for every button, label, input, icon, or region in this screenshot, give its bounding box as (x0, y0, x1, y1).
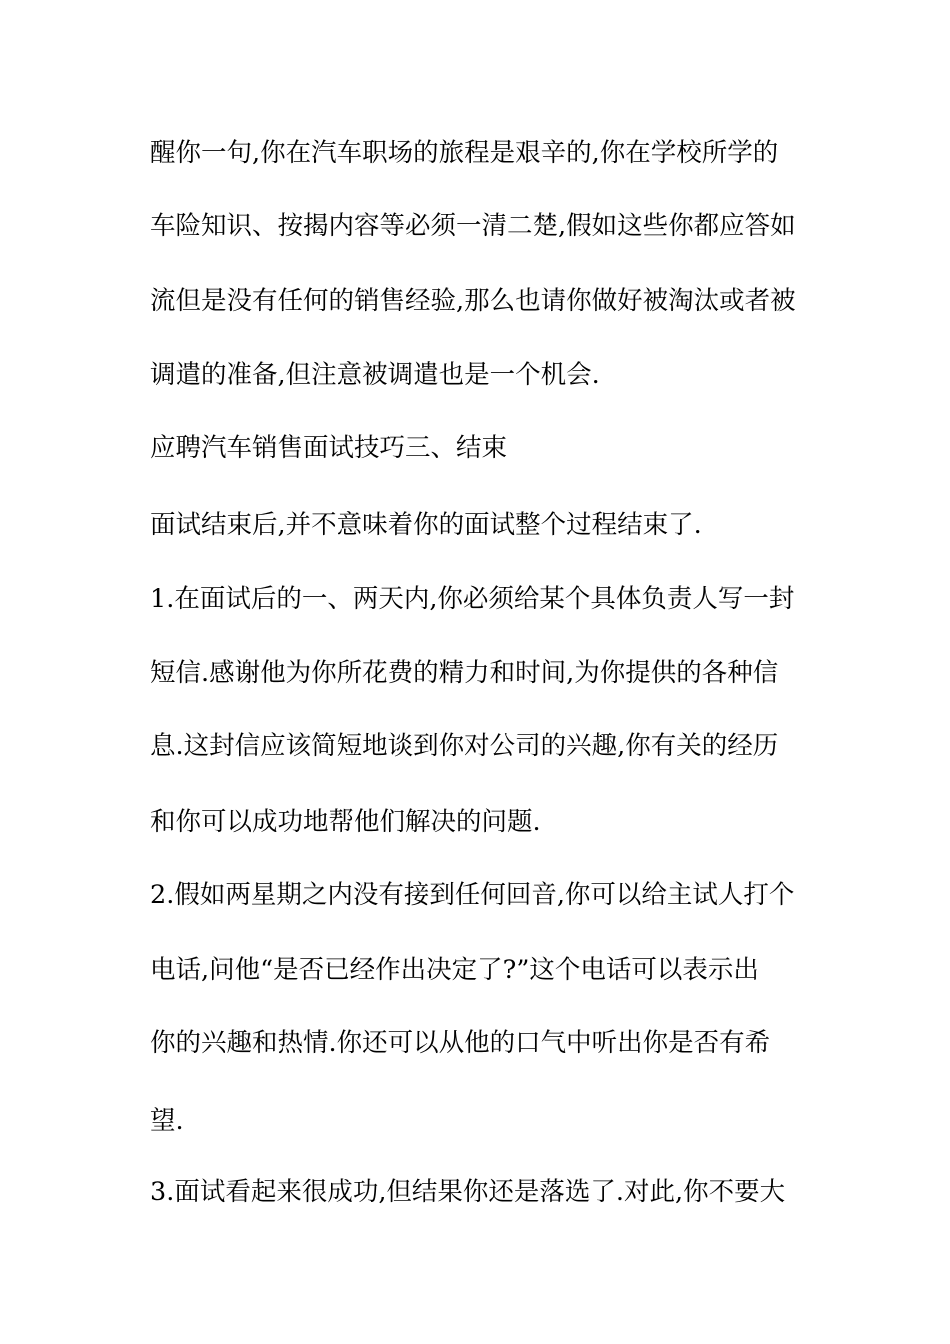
text-line: 车险知识、按揭内容等必须一清二楚,假如这些你都应答如 (150, 211, 796, 241)
list-item: 1.在面试后的一、两天内,你必须给某个具体负责人写一封 (150, 584, 795, 614)
text-line: 你的兴趣和热情.你还可以从他的口气中听出你是否有希 (150, 1028, 771, 1058)
text-line: 流但是没有任何的销售经验,那么也请你做好被淘汰或者被 (150, 286, 796, 316)
text-line: 短信.感谢他为你所花费的精力和时间,为你提供的各种信 (150, 658, 779, 688)
text-line: 醒你一句,你在汽车职场的旅程是艰辛的,你在学校所学的 (150, 138, 779, 168)
list-item: 2.假如两星期之内没有接到任何回音,你可以给主试人打个 (150, 880, 795, 910)
list-item: 3.面试看起来很成功,但结果你还是落选了.对此,你不要大 (150, 1177, 786, 1207)
text-line: 望. (150, 1106, 184, 1136)
text-line: 调遣的准备,但注意被调遣也是一个机会. (150, 360, 600, 390)
text-line: 电话,问他“是否已经作出决定了?”这个电话可以表示出 (150, 955, 759, 985)
text-line: 和你可以成功地帮他们解决的问题. (150, 807, 541, 837)
text-line: 息.这封信应该简短地谈到你对公司的兴趣,你有关的经历 (150, 731, 779, 761)
section-heading: 应聘汽车销售面试技巧三、结束 (150, 433, 508, 463)
text-line: 面试结束后,并不意味着你的面试整个过程结束了. (150, 510, 702, 540)
